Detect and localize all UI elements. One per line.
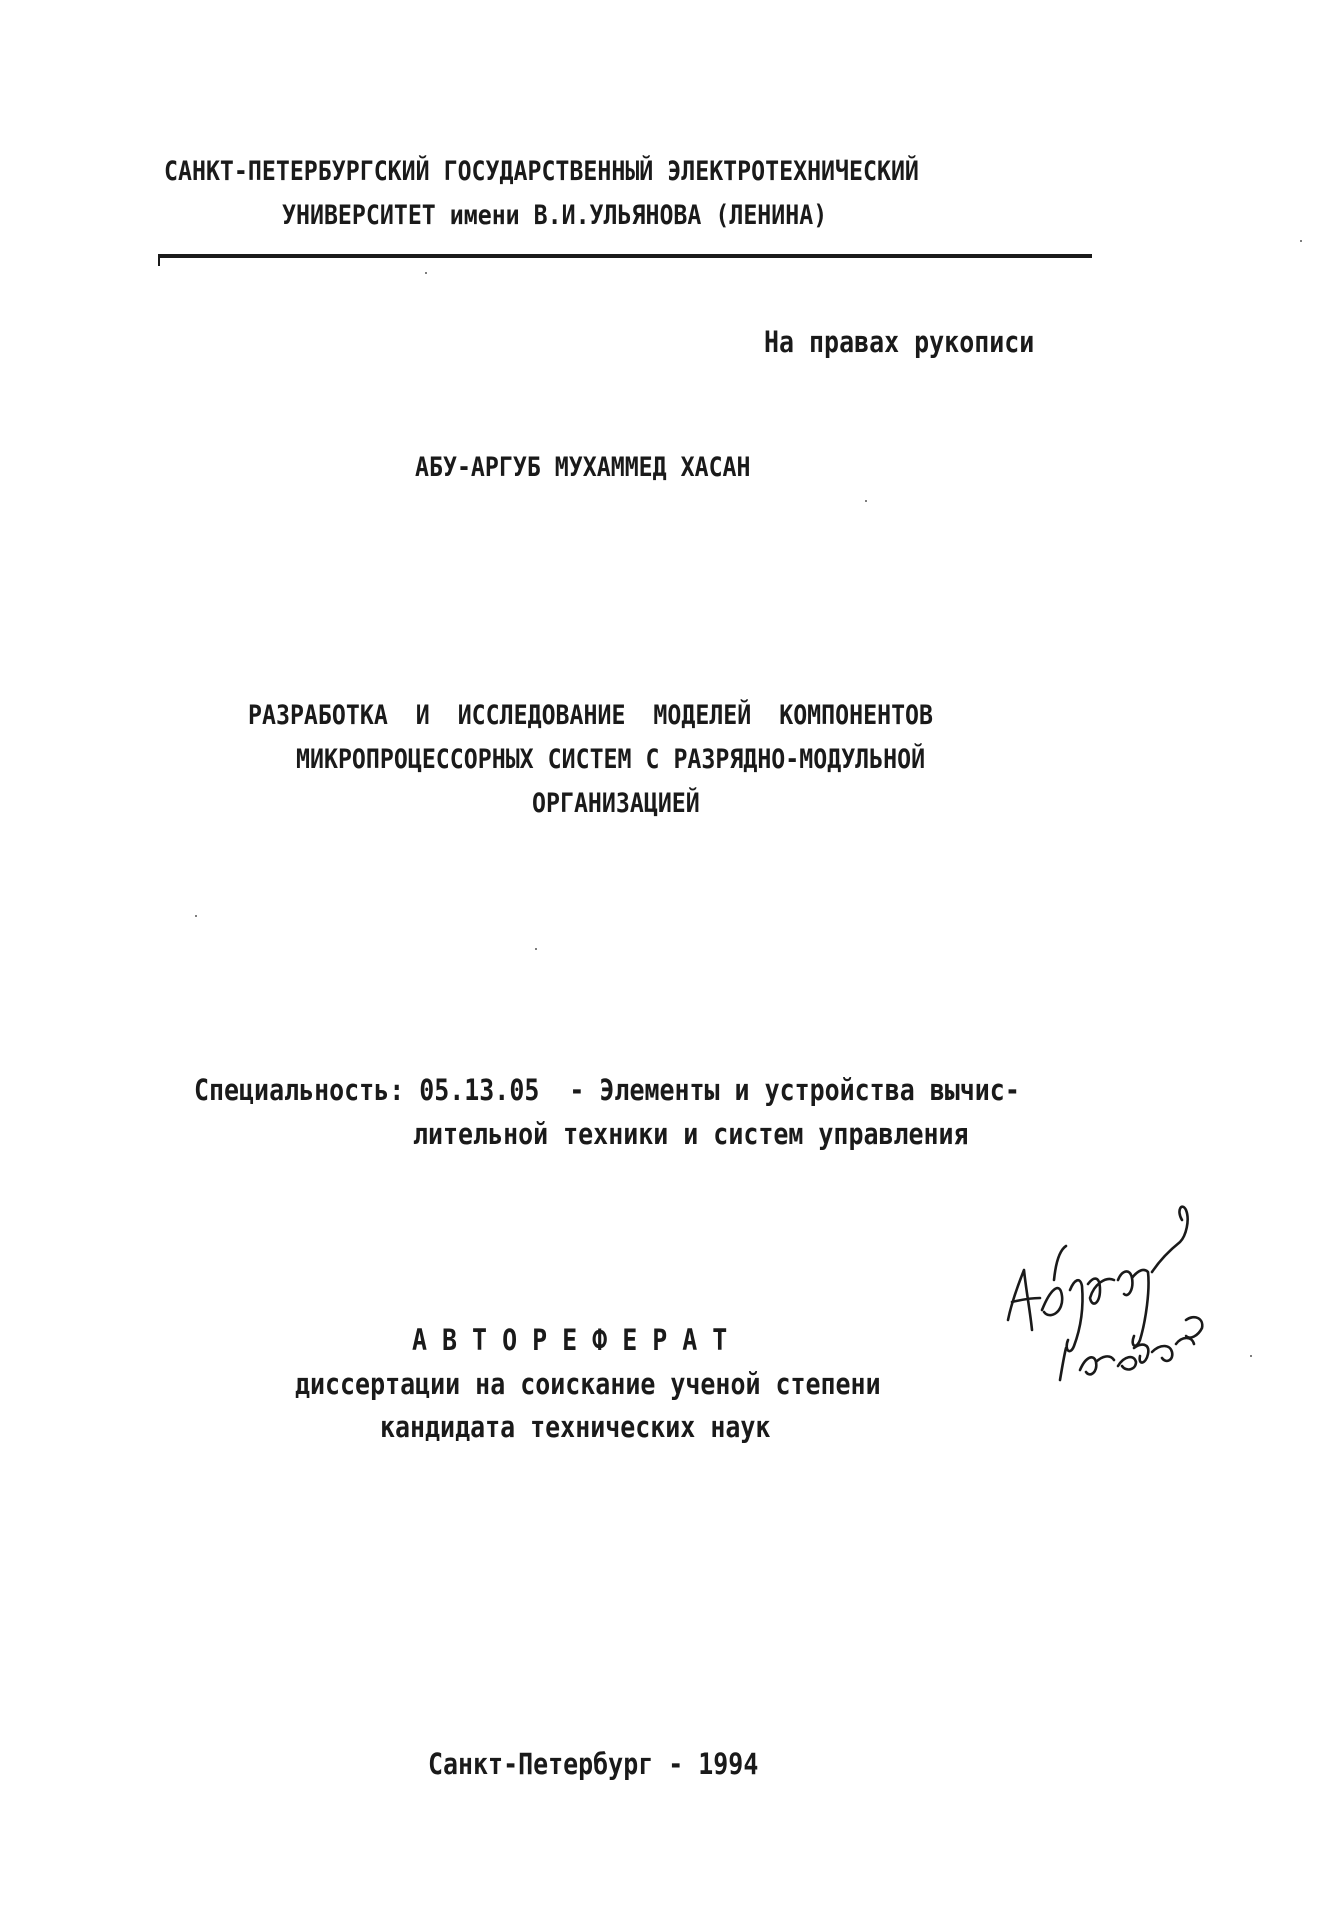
scan-speck bbox=[535, 948, 537, 950]
header-divider bbox=[160, 254, 1092, 258]
dissertation-title-line-1: РАЗРАБОТКА И ИССЛЕДОВАНИЕ МОДЕЛЕЙ КОМПОНЕНТОВ bbox=[248, 700, 934, 731]
header-divider-tick bbox=[158, 254, 160, 266]
scan-speck bbox=[865, 500, 867, 502]
rights-note: На правах рукописи bbox=[764, 325, 1035, 359]
scan-speck bbox=[1250, 1355, 1252, 1357]
abstract-line-2: кандидата технических наук bbox=[380, 1410, 771, 1444]
abstract-line-1: диссертации на соискание ученой степени bbox=[295, 1367, 881, 1401]
scan-speck bbox=[425, 272, 427, 274]
place-and-year: Санкт-Петербург - 1994 bbox=[428, 1747, 759, 1781]
specialty-line-1: Специальность: 05.13.05 - Элементы и устройства вычис- bbox=[194, 1073, 1020, 1107]
scan-speck bbox=[1300, 240, 1302, 242]
dissertation-title-line-3: ОРГАНИЗАЦИЕЙ bbox=[532, 788, 700, 819]
dissertation-title-line-2: МИКРОПРОЦЕССОРНЫХ СИСТЕМ С РАЗРЯДНО-МОДУЛЬНОЙ bbox=[296, 744, 926, 775]
abstract-heading: А В Т О Р Е Ф Е Р А Т bbox=[412, 1323, 728, 1357]
university-name-line-2: УНИВЕРСИТЕТ имени В.И.УЛЬЯНОВА (ЛЕНИНА) bbox=[282, 200, 828, 231]
author-name: АБУ-АРГУБ МУХАММЕД ХАСАН bbox=[415, 452, 751, 483]
university-name-line-1: САНКТ-ПЕТЕРБУРГСКИЙ ГОСУДАРСТВЕННЫЙ ЭЛЕКТРОТЕХНИЧЕСКИЙ bbox=[164, 156, 919, 187]
specialty-line-2: лительной техники и систем управления bbox=[413, 1117, 969, 1151]
author-signature bbox=[990, 1180, 1260, 1420]
scan-speck bbox=[195, 915, 197, 917]
